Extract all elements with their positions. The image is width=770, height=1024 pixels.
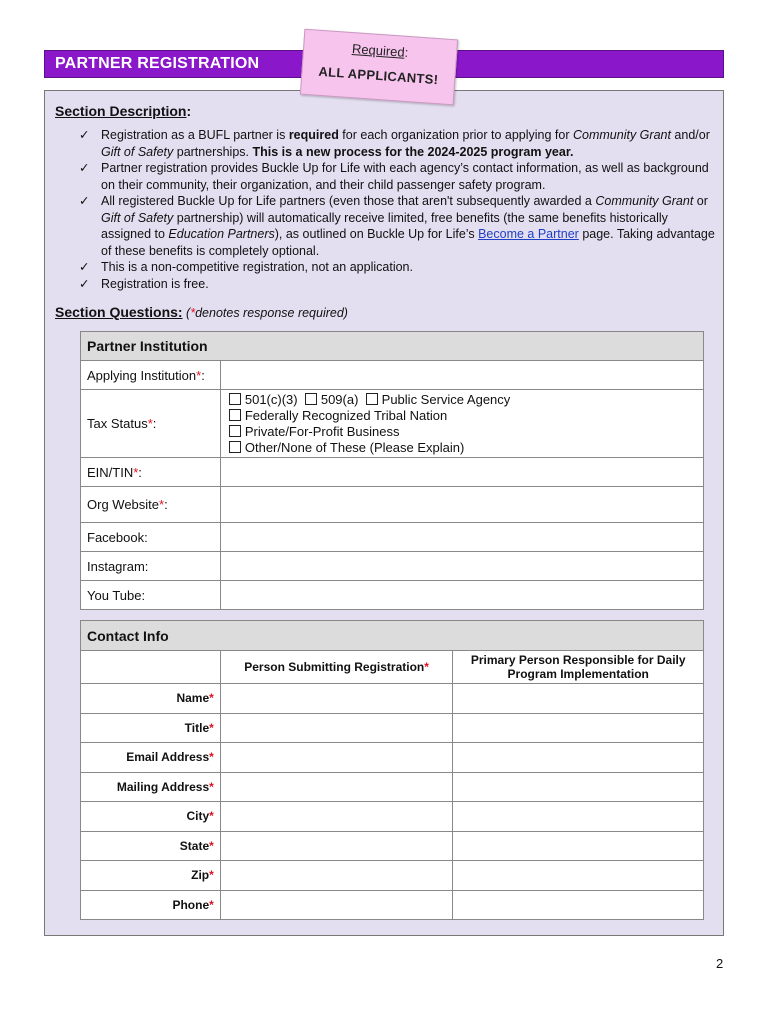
registration-section [44,90,724,936]
description-bullet: ✓ This is a non-competitive registration, not an application. [79,260,413,274]
youtube-label: You Tube: [81,581,221,610]
tax-other-checkbox[interactable] [229,441,241,453]
contact-row-label: City* [81,802,221,832]
contact-row-label: Phone* [81,890,221,920]
primary-person-field[interactable] [453,861,704,891]
partner-institution-heading: Partner Institution [81,332,704,361]
contact-row [81,684,704,714]
contact-row [81,861,704,891]
facebook-field[interactable] [220,523,703,552]
primary-person-field[interactable] [453,802,704,832]
contact-row [81,772,704,802]
contact-row-label: Zip* [81,861,221,891]
contact-row-label: Email Address* [81,743,221,773]
submitter-field[interactable] [220,890,453,920]
instagram-label: Instagram: [81,552,221,581]
primary-person-field[interactable] [453,890,704,920]
submitter-field[interactable] [220,743,453,773]
instagram-field[interactable] [220,552,703,581]
description-bullet: ✓ Registration is free. [79,276,209,291]
tax-501c3-checkbox[interactable] [229,393,241,405]
contact-info-heading: Contact Info [81,621,704,651]
checkmark-icon: ✓ [79,194,90,208]
contact-row [81,802,704,832]
checkmark-icon: ✓ [79,161,90,175]
col-primary-person: Primary Person Responsible for Daily Program Implementation [453,651,704,684]
applying-institution-label: Applying Institution*: [81,361,221,390]
section-description-heading: Section Description: [55,103,192,119]
description-bullet: ✓ Registration as a BUFL partner is required for each organization prior to applying for Community Grant and/or Gift of Safety partnerships. This is a new process for the 2024-2025 program year. [79,128,710,159]
contact-row-label: Title* [81,713,221,743]
tax-private-business-checkbox[interactable] [229,425,241,437]
contact-row-label: Name* [81,684,221,714]
contact-row [81,890,704,920]
checkmark-icon: ✓ [79,128,90,142]
contact-row-label: Mailing Address* [81,772,221,802]
page-number: 2 [716,956,724,971]
tax-status-options: 501(c)(3) 509(a) Public Service Agency Federally Recognized Tribal Nation Private/For-Profit Business Other/None of These (Please Explain) [220,390,703,458]
contact-row [81,713,704,743]
primary-person-field[interactable] [453,713,704,743]
ein-tin-label: EIN/TIN*: [81,458,221,487]
submitter-field[interactable] [220,831,453,861]
col-person-submitting: Person Submitting Registration* [220,651,453,684]
ein-tin-field[interactable] [220,458,703,487]
required-sticky-note: Required: ALL APPLICANTS! [300,29,458,106]
page-title: PARTNER REGISTRATION [55,55,260,72]
primary-person-field[interactable] [453,743,704,773]
description-bullet-list [79,127,719,292]
org-website-label: Org Website*: [81,487,221,523]
description-bullet: ✓ All registered Buckle Up for Life partners (even those that aren't subsequently awarded a Community Grant or Gift of Safety partnership) will automatically receive limited, free benefits (the same benefits historically assigned to Education Partners), as outlined on Buckle Up for Life’s Become a Partner page. Taking advantage of these benefits is completely optional. [79,194,715,258]
applying-institution-field[interactable] [220,361,703,390]
contact-info-table [80,620,704,920]
contact-row [81,831,704,861]
primary-person-field[interactable] [453,772,704,802]
primary-person-field[interactable] [453,831,704,861]
tax-509a-checkbox[interactable] [305,393,317,405]
description-bullet: ✓ Partner registration provides Buckle Up for Life with each agency’s contact information, as well as background on their community, their organization, and their child passenger safety program. [79,161,709,192]
tax-tribal-nation-checkbox[interactable] [229,409,241,421]
contact-corner-cell [81,651,221,684]
youtube-field[interactable] [220,581,703,610]
primary-person-field[interactable] [453,684,704,714]
submitter-field[interactable] [220,861,453,891]
submitter-field[interactable] [220,713,453,743]
checkmark-icon: ✓ [79,276,90,291]
section-questions-heading: Section Questions: (*denotes response required) [55,304,348,320]
submitter-field[interactable] [220,684,453,714]
submitter-field[interactable] [220,802,453,832]
facebook-label: Facebook: [81,523,221,552]
tax-status-label: Tax Status*: [81,390,221,458]
become-a-partner-link[interactable]: Become a Partner [478,227,579,241]
org-website-field[interactable] [220,487,703,523]
submitter-field[interactable] [220,772,453,802]
partner-institution-table [80,331,704,610]
contact-row-label: State* [81,831,221,861]
checkmark-icon: ✓ [79,260,90,274]
tax-public-service-checkbox[interactable] [366,393,378,405]
contact-row [81,743,704,773]
